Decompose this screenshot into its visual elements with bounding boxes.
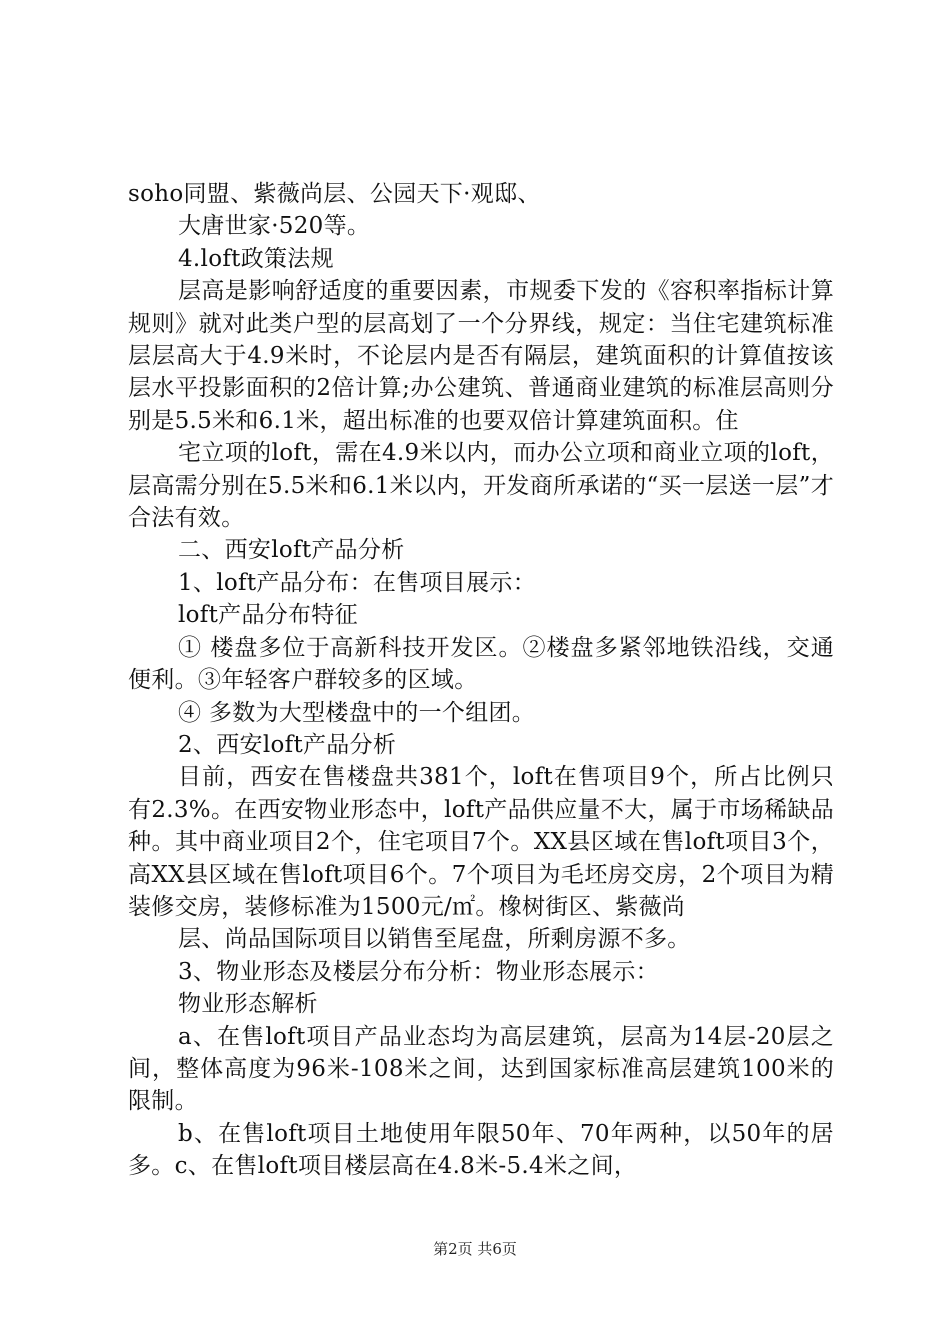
paragraph: 3、物业形态及楼层分布分析：物业形态展示： xyxy=(178,958,659,985)
paragraph: 大唐世家·520等。 xyxy=(178,213,371,240)
paragraph: 层高是影响舒适度的重要因素，市规委下发的《容积率指标计算规则》就对此类户型的层高划了一个分界线，规定：当住宅建筑标准层层高大于4.9米时，不论层内是否有隔层，建筑面积的计算值按该层水平投影面积的2倍计算;办公建筑、普通商业建筑的标准层高则分别是5.5米和6.1米，超出标准的也要双倍计算建筑面积。住 xyxy=(128,278,834,434)
paragraph: b、在售loft项目土地使用年限50年、70年两种，以50年的居多。c、在售loft项目楼层高在4.8米-5.4米之间， xyxy=(128,1120,834,1180)
document-body xyxy=(128,178,834,1183)
paragraph: a、在售loft项目产品业态均为高层建筑，层高为14层-20层之间，整体高度为96米-108米之间，达到国家标准高层建筑100米的限制。 xyxy=(128,1023,834,1115)
paragraph: 目前，西安在售楼盘共381个，loft在售项目9个，所占比例只有2.3%。在西安物业形态中，loft产品供应量不大，属于市场稀缺品种。其中商业项目2个，住宅项目7个。XX县区域在售loft项目3个，高XX县区域在售loft项目6个。7个项目为毛坯房交房，2个项目为精装修交房，装修标准为1500元/㎡。橡树街区、紫薇尚 xyxy=(128,764,834,920)
paragraph: 2、西安loft产品分析 xyxy=(178,731,397,758)
paragraph: 1、loft产品分布：在售项目展示： xyxy=(178,569,536,596)
paragraph: loft产品分布特征 xyxy=(178,602,358,629)
paragraph: 物业形态解析 xyxy=(178,991,318,1018)
paragraph: ④ 多数为大型楼盘中的一个组团。 xyxy=(178,699,536,726)
paragraph: 宅立项的loft，需在4.9米以内，而办公立项和商业立项的loft，层高需分别在5.5米和6.1米以内，开发商所承诺的“买一层送一层”才合法有效。 xyxy=(128,440,834,532)
paragraph: ① 楼盘多位于高新科技开发区。②楼盘多紧邻地铁沿线，交通便利。③年轻客户群较多的区域。 xyxy=(128,634,834,694)
paragraph: 层、尚品国际项目以销售至尾盘，所剩房源不多。 xyxy=(178,926,691,953)
paragraph: 4.loft政策法规 xyxy=(178,245,334,272)
paragraph: 二、西安loft产品分析 xyxy=(178,537,405,564)
page-footer: 第2页 共6页 xyxy=(433,1240,517,1258)
paragraph: soho同盟、紫薇尚层、公园天下·观邸、 xyxy=(128,181,541,207)
